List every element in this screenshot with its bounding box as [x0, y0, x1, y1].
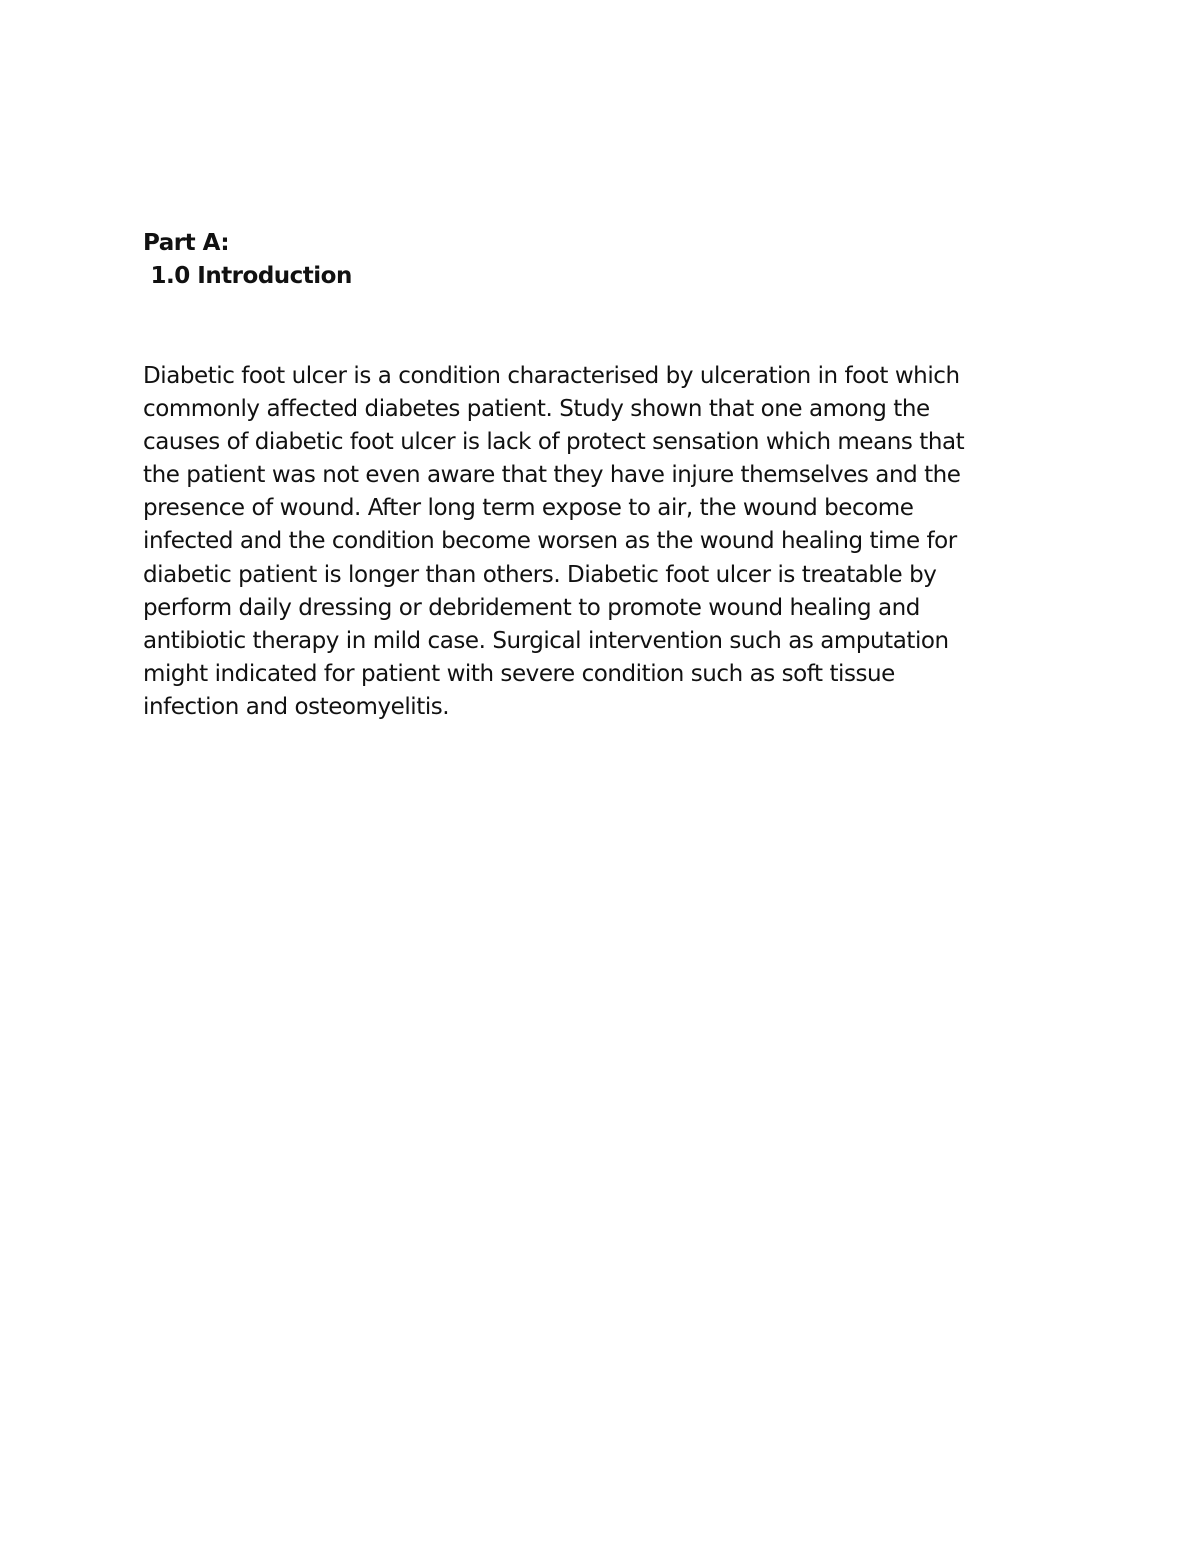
paragraph-line: infection and osteomyelitis.: [143, 693, 450, 720]
paragraph-line: antibiotic therapy in mild case. Surgical intervention such as amputation: [143, 627, 949, 654]
paragraph-line: causes of diabetic foot ulcer is lack of protect sensation which means that: [143, 429, 965, 456]
paragraph-line: infected and the condition become worsen as the wound healing time for: [143, 528, 957, 555]
paragraph-line: presence of wound. After long term expose to air, the wound become: [143, 495, 914, 522]
paragraph-line: diabetic patient is longer than others. Diabetic foot ulcer is treatable by: [143, 561, 937, 588]
heading-block: [143, 227, 1043, 293]
paragraph-line: commonly affected diabetes patient. Study shown that one among the: [143, 396, 930, 423]
paragraph-line: the patient was not even aware that they have injure themselves and the: [143, 462, 961, 489]
part-label: Part A:: [143, 230, 230, 256]
paragraph-line: Diabetic foot ulcer is a condition characterised by ulceration in foot which: [143, 363, 960, 389]
section-heading: 1.0 Introduction: [143, 263, 352, 289]
introduction-paragraph: [143, 360, 1043, 724]
paragraph-line: might indicated for patient with severe condition such as soft tissue: [143, 660, 895, 687]
paragraph-line: perform daily dressing or debridement to promote wound healing and: [143, 594, 920, 621]
